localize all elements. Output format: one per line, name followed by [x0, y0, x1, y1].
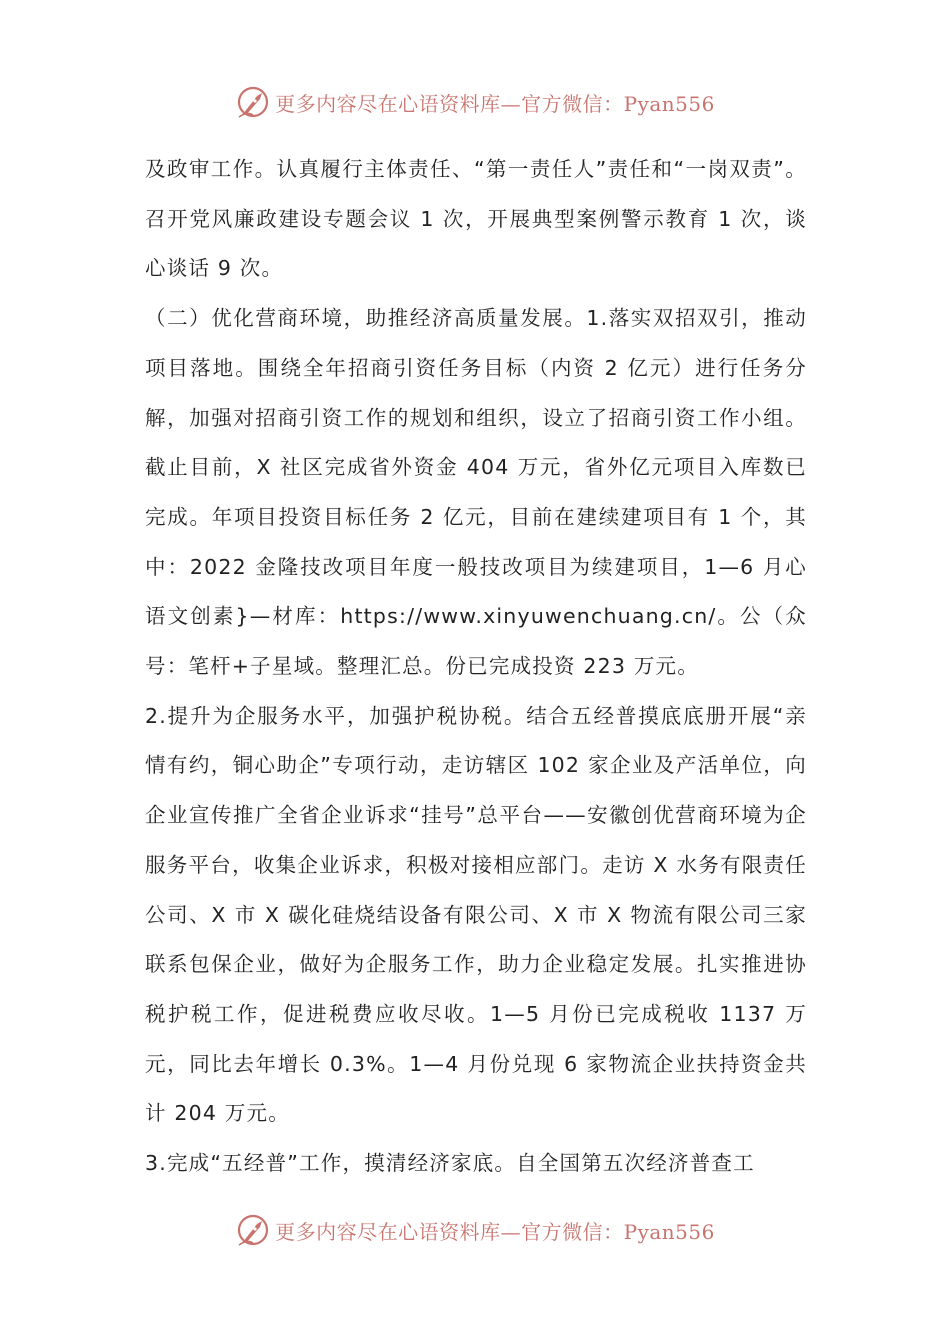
paragraph-economic-census: 3.完成“五经普”工作，摸清经济家底。自全国第五次经济普查工 — [145, 1151, 755, 1176]
paragraph-continuation: 及政审工作。认真履行主体责任、“第一责任人”责任和“一岗双责”。召开党风廉政建设专题会议 1 次，开展典型案例警示教育 1 次，谈心谈话 9 次。 — [145, 157, 807, 281]
footer-banner — [0, 1208, 950, 1252]
header-banner-text: 更多内容尽在心语资料库—官方微信：Pyan556 — [275, 91, 715, 116]
header-banner — [0, 80, 950, 124]
paragraph-business-environment: （二）优化营商环境，助推经济高质量发展。1.落实双招双引，推动项目落地。围绕全年招商引资任务目标（内资 2 亿元）进行任务分解，加强对招商引资工作的规划和组织，设立了招商引资工作小组。截止目前，X 社区完成省外资金 404 万元，省外亿元项目入库数已完成。年项目投资目标任务 2 亿元，目前在建续建项目有 1 个，其中：2022 金隆技改项目年度一般技改项目为续建项目，1—6 月心语文创素}—材库：https://www.xinyuwenchuang.cn/。公（众号：笔杆+子星域。整理汇总。份已完成投资 223 万元。 — [145, 306, 807, 679]
paragraph-enterprise-service: 2.提升为企服务水平，加强护税协税。结合五经普摸底底册开展“亲情有约，铜心助企”专项行动，走访辖区 102 家企业及产活单位，向企业宣传推广全省企业诉求“挂号”总平台——安徽创优营商环境为企服务平台，收集企业诉求，积极对接相应部门。走访 X 水务有限责任公司、X 市 X 碳化硅烧结设备有限公司、X 市 X 物流有限公司三家联系包保企业，做好为企服务工作，助力企业稳定发展。扎实推进协税护税工作，促进税费应收尽收。1—5 月份已完成税收 1137 万元，同比去年增长 0.3%。1—4 月份兑现 6 家物流企业扶持资金共计 204 万元。 — [145, 703, 807, 1126]
footer-banner-text: 更多内容尽在心语资料库—官方微信：Pyan556 — [275, 1219, 715, 1244]
document-body — [145, 145, 807, 1189]
pen-nib-logo-icon — [235, 1212, 271, 1248]
pen-nib-logo-icon — [235, 84, 271, 120]
